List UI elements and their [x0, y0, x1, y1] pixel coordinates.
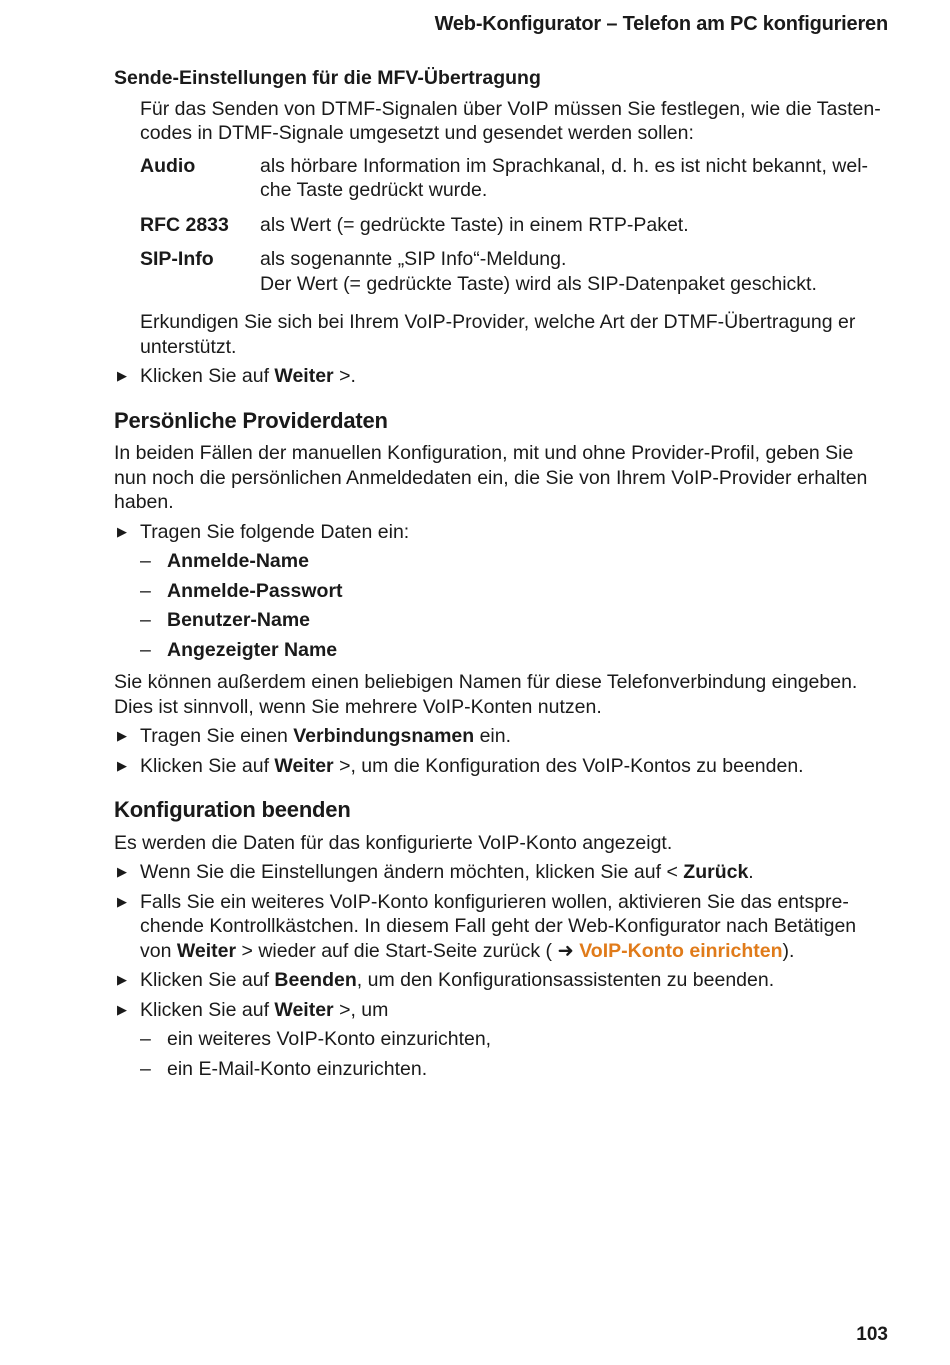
dtmf-definition-list	[140, 154, 886, 297]
step-arrow-icon: ▶	[117, 368, 127, 383]
section-title-finish: Konfiguration beenden	[114, 797, 351, 822]
list-item: – Benutzer-Name	[140, 609, 311, 631]
instruction-step: ▶ Klicken Sie auf Beenden, um den Konfigurationsassistenten zu beenden.	[114, 968, 886, 993]
definition-description: als hörbare Information im Sprachkanal, d. h. es ist nicht bekannt, wel-che Taste gedrückt wurde.	[260, 154, 869, 201]
list-item: – ein E-Mail-Konto einzurichten.	[140, 1057, 428, 1080]
list-item: – ein weiteres VoIP-Konto einzurichten,	[140, 1028, 492, 1050]
instruction-step: ▶ Tragen Sie folgende Daten ein:	[114, 520, 886, 545]
step-arrow-icon: ▶	[117, 1001, 127, 1017]
instruction-step: ▶ Klicken Sie auf Weiter >, um	[114, 998, 886, 1023]
step-arrow-icon: ▶	[117, 757, 127, 773]
definition-term: SIP-Info	[140, 248, 214, 270]
provider-intro: In beiden Fällen der manuellen Konfiguration, mit und ohne Provider-Profil, geben Sie nun noch die persönlichen Anmeldedaten ein, die Sie von Ihrem VoIP-Provider erhalten haben.	[114, 442, 868, 513]
instruction-step: ▶ Klicken Sie auf Weiter >.	[114, 364, 886, 389]
list-item: – Anmelde-Passwort	[140, 579, 343, 602]
definition-row	[140, 247, 886, 296]
step-arrow-icon: ▶	[117, 523, 127, 539]
definition-description-line: Der Wert (= gedrückte Taste) wird als SIP-Datenpaket geschickt.	[260, 272, 817, 295]
instruction-step: ▶ Falls Sie ein weiteres VoIP-Konto konfigurieren wollen, aktivieren Sie das entspre-chende Kontrollkästchen. In diesem Fall geht der Web-Konfigurator nach Betätigen von Weiter > wieder auf die Start-Seite zurück ( ➜ VoIP-Konto einrichten).	[114, 890, 886, 964]
section-title-provider: Persönliche Providerdaten	[114, 407, 388, 433]
definition-row	[140, 213, 886, 238]
running-header: Web-Konfigurator – Telefon am PC konfigurieren	[434, 13, 888, 35]
definition-description	[260, 247, 886, 296]
page-content	[114, 66, 886, 1081]
definition-description-line: als sogenannte „SIP Info“-Meldung.	[260, 248, 567, 270]
page-number: 103	[856, 1324, 888, 1345]
step-arrow-icon: ▶	[117, 864, 127, 879]
definition-description: als Wert (= gedrückte Taste) in einem RTP-Paket.	[260, 213, 689, 236]
finish-intro: Es werden die Daten für das konfigurierte VoIP-Konto angezeigt.	[114, 831, 673, 854]
definition-row	[140, 154, 886, 203]
provider-paragraph: Sie können außerdem einen beliebigen Namen für diese Telefonverbindung eingeben. Dies ist sinnvoll, wenn Sie mehrere VoIP-Konten nutzen.	[114, 671, 858, 718]
instruction-step: ▶ Klicken Sie auf Weiter >, um die Konfiguration des VoIP-Kontos zu beenden.	[114, 754, 886, 779]
cross-reference-arrow-icon: ➜	[557, 939, 574, 962]
list-item: – Angezeigter Name	[140, 638, 338, 661]
step-arrow-icon: ▶	[117, 893, 127, 909]
mfv-note: Erkundigen Sie sich bei Ihrem VoIP-Provider, welche Art der DTMF-Übertragung er unterstützt.	[140, 311, 856, 358]
cross-reference-link[interactable]: VoIP-Konto einrichten	[579, 939, 783, 962]
mfv-heading: Sende-Einstellungen für die MFV-Übertragung	[114, 67, 541, 89]
mfv-intro: Für das Senden von DTMF-Signalen über VoIP müssen Sie festlegen, wie die Tasten-codes in DTMF-Signale umgesetzt und gesendet werden sollen:	[140, 97, 881, 144]
definition-term: Audio	[140, 154, 196, 177]
step-arrow-icon: ▶	[117, 728, 127, 743]
list-item: – Anmelde-Name	[140, 550, 309, 572]
ui-label-weiter: Weiter	[274, 365, 334, 387]
instruction-step: ▶ Wenn Sie die Einstellungen ändern möchten, klicken Sie auf < Zurück.	[114, 860, 886, 885]
step-arrow-icon: ▶	[117, 972, 127, 987]
definition-term: RFC 2833	[140, 213, 229, 236]
instruction-step: ▶ Tragen Sie einen Verbindungsnamen ein.	[114, 724, 886, 749]
